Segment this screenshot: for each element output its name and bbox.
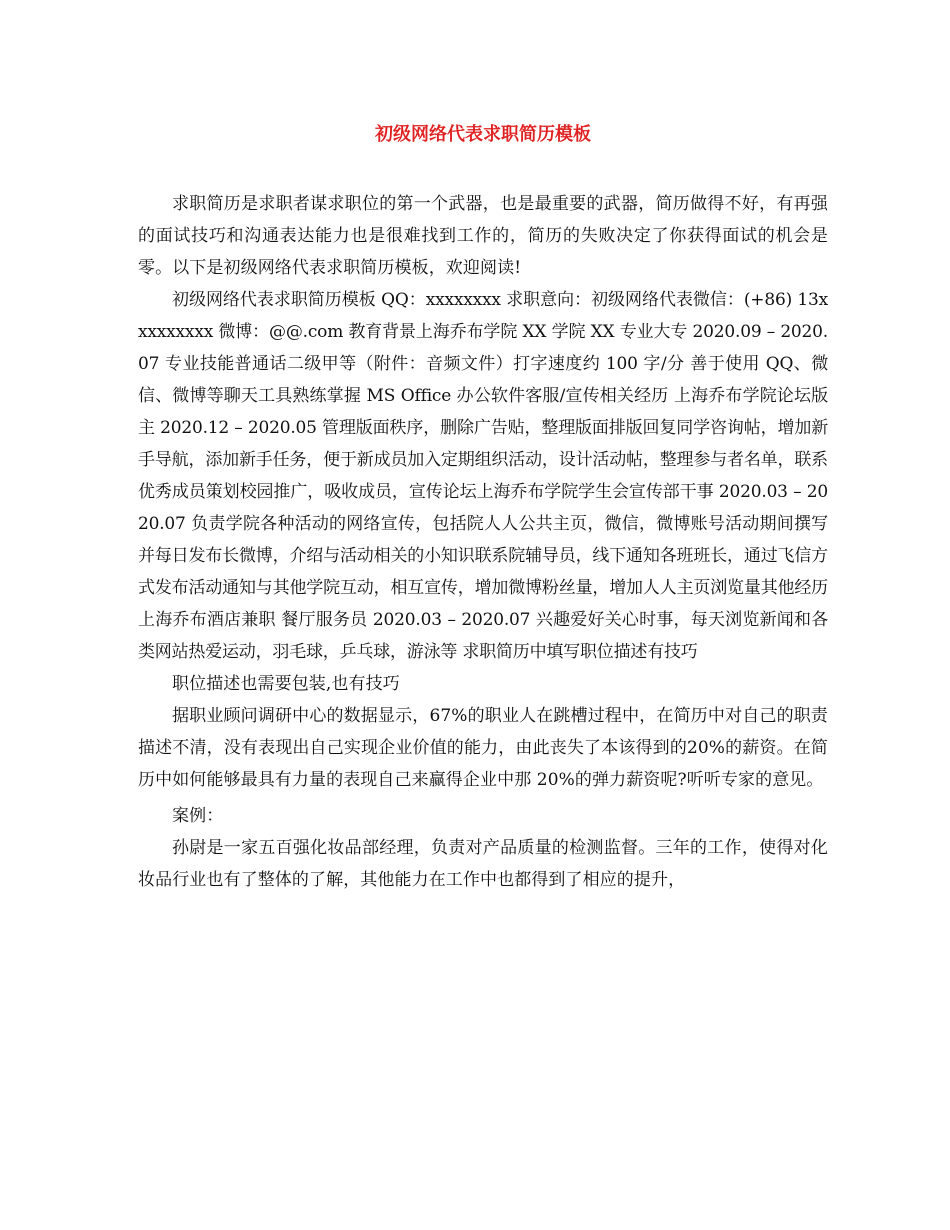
case-paragraph: 孙尉是一家五百强化妆品部经理，负责对产品质量的检测监督。三年的工作，使得对化妆品行业也有了整体的了解，其他能力在工作中也都得到了相应的提升， bbox=[138, 838, 828, 890]
intro-paragraph: 求职简历是求职者谋求职位的第一个武器，也是最重要的武器，简历做得不好，有再强的面试技巧和沟通表达能力也是很难找到工作的，简历的失败决定了你获得面试的机会是零。以下是初级网络代表求职简历模板，欢迎阅读! bbox=[138, 194, 828, 278]
statistics-paragraph: 据职业顾问调研中心的数据显示，67%的职业人在跳槽过程中，在简历中对自己的职责描述不清，没有表现出自己实现企业价值的能力，由此丧失了本该得到的20%的薪资。在简历中如何能够最具有力量的表现自己来赢得企业中那 20%的弹力薪资呢?听听专家的意见。 bbox=[138, 706, 828, 790]
document-title: 初级网络代表求职简历模板 bbox=[375, 124, 591, 145]
tips-heading-paragraph: 职位描述也需要包装,也有技巧 bbox=[172, 674, 400, 694]
case-label-paragraph: 案例： bbox=[172, 806, 224, 826]
document-body bbox=[138, 188, 828, 896]
resume-template-paragraph: 初级网络代表求职简历模板 QQ：xxxxxxxx 求职意向：初级网络代表微信：(+86) 13xxxxxxxxx 微博：@@.com 教育背景上海乔布学院 XX 学院 XX 专业大专 2020.09 – 2020.07 专业技能普通话二级甲等（附件：音频文件）打字速度约 100 字/分 善于使用 QQ、微信、微博等聊天工具熟练掌握 MS Office 办公软件客服/宣传相关经历 上海乔布学院论坛版主 2020.12 – 2020.05 管理版面秩序，删除广告贴，整理版面排版回复同学咨询帖，增加新手导航，添加新手任务，便于新成员加入定期组织活动，设计活动帖，整理参与者名单，联系优秀成员策划校园推广，吸收成员，宣传论坛上海乔布学院学生会宣传部干事 2020.03 – 2020.07 负责学院各种活动的网络宣传，包括院人人公共主页，微信，微博账号活动期间撰写并每日发布长微博，介绍与活动相关的小知识联系院辅导员，线下通知各班班长，通过飞信方式发布活动通知与其他学院互动，相互宣传，增加微博粉丝量，增加人人主页浏览量其他经历上海乔布酒店兼职 餐厅服务员 2020.03 – 2020.07 兴趣爱好关心时事，每天浏览新闻和各类网站热爱运动，羽毛球，乒乓球，游泳等 求职简历中填写职位描述有技巧 bbox=[138, 290, 828, 662]
